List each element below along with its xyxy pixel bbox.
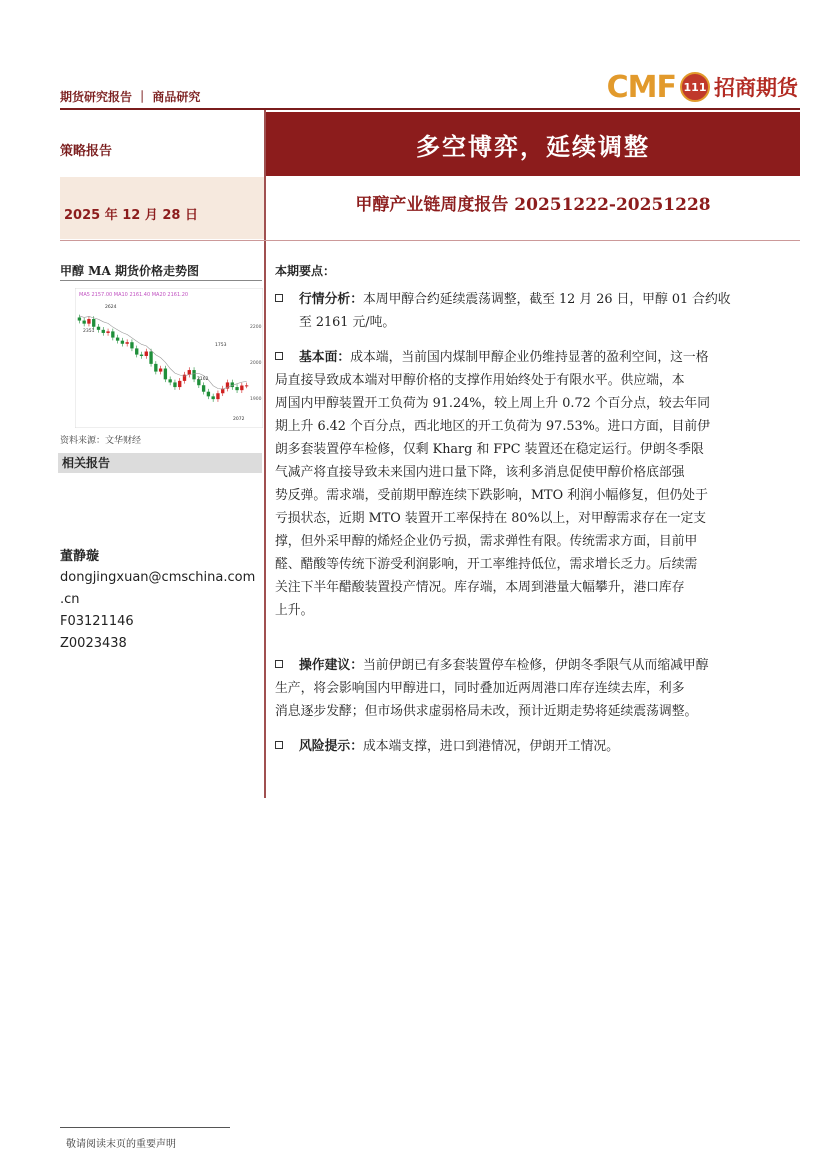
- license-number-2: Z0023438: [60, 636, 127, 651]
- candle-body: [102, 330, 105, 333]
- section-line: 期上升 6.42 个百分点，西北地区的开工负荷为 97.53%。进口方面，目前伊: [275, 419, 711, 434]
- section-line: 局直接导致成本端对甲醇价格的支撑作用始终处于有限水平。供应端，本: [275, 373, 685, 388]
- section-advice: [275, 654, 795, 723]
- section-line: 势反弹。需求端，受前期甲醇连续下跌影响，MTO 利润小幅修复，但仍处于: [275, 488, 708, 503]
- chart-title-rule: [60, 280, 262, 281]
- price-annotation: 1753: [215, 343, 227, 348]
- price-annotation: 2162: [197, 377, 209, 382]
- candle-body: [125, 342, 128, 344]
- related-reports-header: 相关报告: [58, 453, 262, 473]
- y-tick-label: 2000: [250, 361, 262, 366]
- candle-body: [192, 370, 195, 379]
- section-line: 醛、醋酸等传统下游受利润影响，开工率维持低位，需求增长乏力。后续需: [275, 557, 698, 572]
- logo-mark-icon: 111: [680, 72, 710, 102]
- price-annotation: 2072: [233, 417, 245, 422]
- author-email[interactable]: dongjingxuan@cmschina.com: [60, 570, 256, 585]
- author-email-cont: .cn: [60, 592, 80, 607]
- section-line: 生产，将会影响国内甲醇进口，同时叠加近两周港口库存连续去库，利多: [275, 681, 685, 696]
- candle-body: [216, 393, 219, 399]
- section-label: 基本面：: [299, 350, 351, 365]
- section-line: 朗多套装置停车检修，仅剩 Kharg 和 FPC 装置还在稳定运行。伊朗冬季限: [275, 442, 704, 457]
- logo-text: 招商期货: [714, 75, 798, 100]
- footer-rule: [60, 1127, 230, 1128]
- section-label: 行情分析：: [299, 292, 363, 307]
- candle-body: [211, 396, 214, 399]
- candle-body: [178, 381, 181, 387]
- checkbox-bullet-icon: [275, 660, 283, 668]
- company-logo: [607, 70, 798, 104]
- candle-body: [145, 351, 148, 355]
- section-line: 上升。: [275, 603, 314, 618]
- candle-body: [121, 341, 124, 344]
- candle-body: [130, 342, 133, 348]
- candle-body: [240, 386, 243, 391]
- candle-body: [202, 385, 205, 391]
- chart-title: 甲醇 MA 期货价格走势图: [60, 264, 199, 278]
- candle-body: [154, 364, 157, 372]
- candle-body: [116, 338, 119, 341]
- section-line: 关注下半年醋酸装置投产情况。库存端，本周到港量大幅攀升，港口库存: [275, 580, 685, 595]
- section-line: 撑，但外采甲醇的烯烃企业仍亏损，需求弹性有限。传统需求方面，目前甲: [275, 534, 698, 549]
- candle-body: [159, 369, 162, 372]
- candle-body: [140, 355, 143, 356]
- y-tick-label: 1900: [250, 397, 262, 402]
- section-market: [275, 288, 795, 334]
- author-name: 董静璇: [60, 549, 100, 564]
- section-label: 风险提示：: [299, 739, 363, 754]
- section-line: 气减产将直接导致未来国内进口量下降，该利多消息促使甲醇价格底部强: [275, 465, 685, 480]
- candle-body: [245, 385, 248, 386]
- candle-body: [78, 317, 81, 320]
- candle-body: [135, 348, 138, 354]
- report-subtitle: 甲醇产业链周度报告 20251222-20251228: [355, 195, 711, 215]
- candle-body: [87, 319, 90, 324]
- candle-body: [92, 319, 95, 327]
- candle-body: [207, 392, 210, 397]
- section-line: 本周甲醇合约延续震荡调整，截至 12 月 26 日，甲醇 01 合约收: [362, 292, 731, 307]
- section-risk: [275, 735, 795, 758]
- checkbox-bullet-icon: [275, 294, 283, 302]
- candle-body: [168, 379, 171, 382]
- chart-legend: MA5 2157.00 MA10 2161.40 MA20 2161.20: [79, 292, 189, 298]
- candle-body: [164, 369, 167, 380]
- logo-cmf: CMF: [606, 69, 676, 105]
- banner-title: 多空博弈，延续调整: [266, 112, 800, 176]
- key-points-title: 本期要点：: [275, 264, 336, 278]
- report-type: 策略报告: [60, 144, 113, 159]
- footer-disclaimer: 敬请阅读末页的重要声明: [66, 1139, 176, 1150]
- section-label: 操作建议：: [299, 658, 363, 673]
- section-line: 周国内甲醇装置开工负荷为 91.24%，较上周上升 0.72 个百分点，较去年同: [275, 396, 711, 411]
- chart-frame: [75, 288, 263, 428]
- checkbox-bullet-icon: [275, 352, 283, 360]
- y-tick-label: 2200: [250, 325, 262, 330]
- section-line: 至 2161 元/吨。: [299, 315, 396, 330]
- section-line: 亏损状态，近期 MTO 装置开工率保持在 80%以上，对甲醇需求存在一定支: [275, 511, 707, 526]
- candle-body: [173, 382, 176, 387]
- candle-body: [82, 321, 85, 324]
- report-date: 2025 年 12 月 28 日: [64, 208, 198, 223]
- candle-body: [106, 331, 109, 333]
- price-annotation: 2351: [83, 329, 95, 334]
- candle-body: [235, 387, 238, 390]
- chart-source: 资料来源：文华财经: [60, 436, 142, 446]
- section-line: 消息逐步发酵；但市场供求虚弱格局未改，预计近期走势将延续震荡调整。: [275, 704, 698, 719]
- license-number-1: F03121146: [60, 614, 134, 629]
- section-fundamentals: [275, 346, 795, 622]
- price-chart: [75, 288, 263, 428]
- section-line: 成本端，当前国内煤制甲醇企业仍维持显著的盈利空间，这一格: [350, 350, 709, 365]
- candle-body: [149, 351, 152, 363]
- section-line: 成本端支撑，进口到港情况，伊朗开工情况。: [362, 739, 619, 754]
- candle-body: [97, 327, 100, 330]
- candle-body: [111, 331, 114, 337]
- header-category: 期货研究报告 ｜ 商品研究: [60, 90, 201, 104]
- price-annotation: 2624: [105, 305, 117, 310]
- checkbox-bullet-icon: [275, 741, 283, 749]
- subtitle-rule: [60, 240, 800, 241]
- header-rule: [60, 108, 800, 110]
- section-line: 当前伊朗已有多套装置停车检修，伊朗冬季限气从而缩减甲醇: [362, 658, 709, 673]
